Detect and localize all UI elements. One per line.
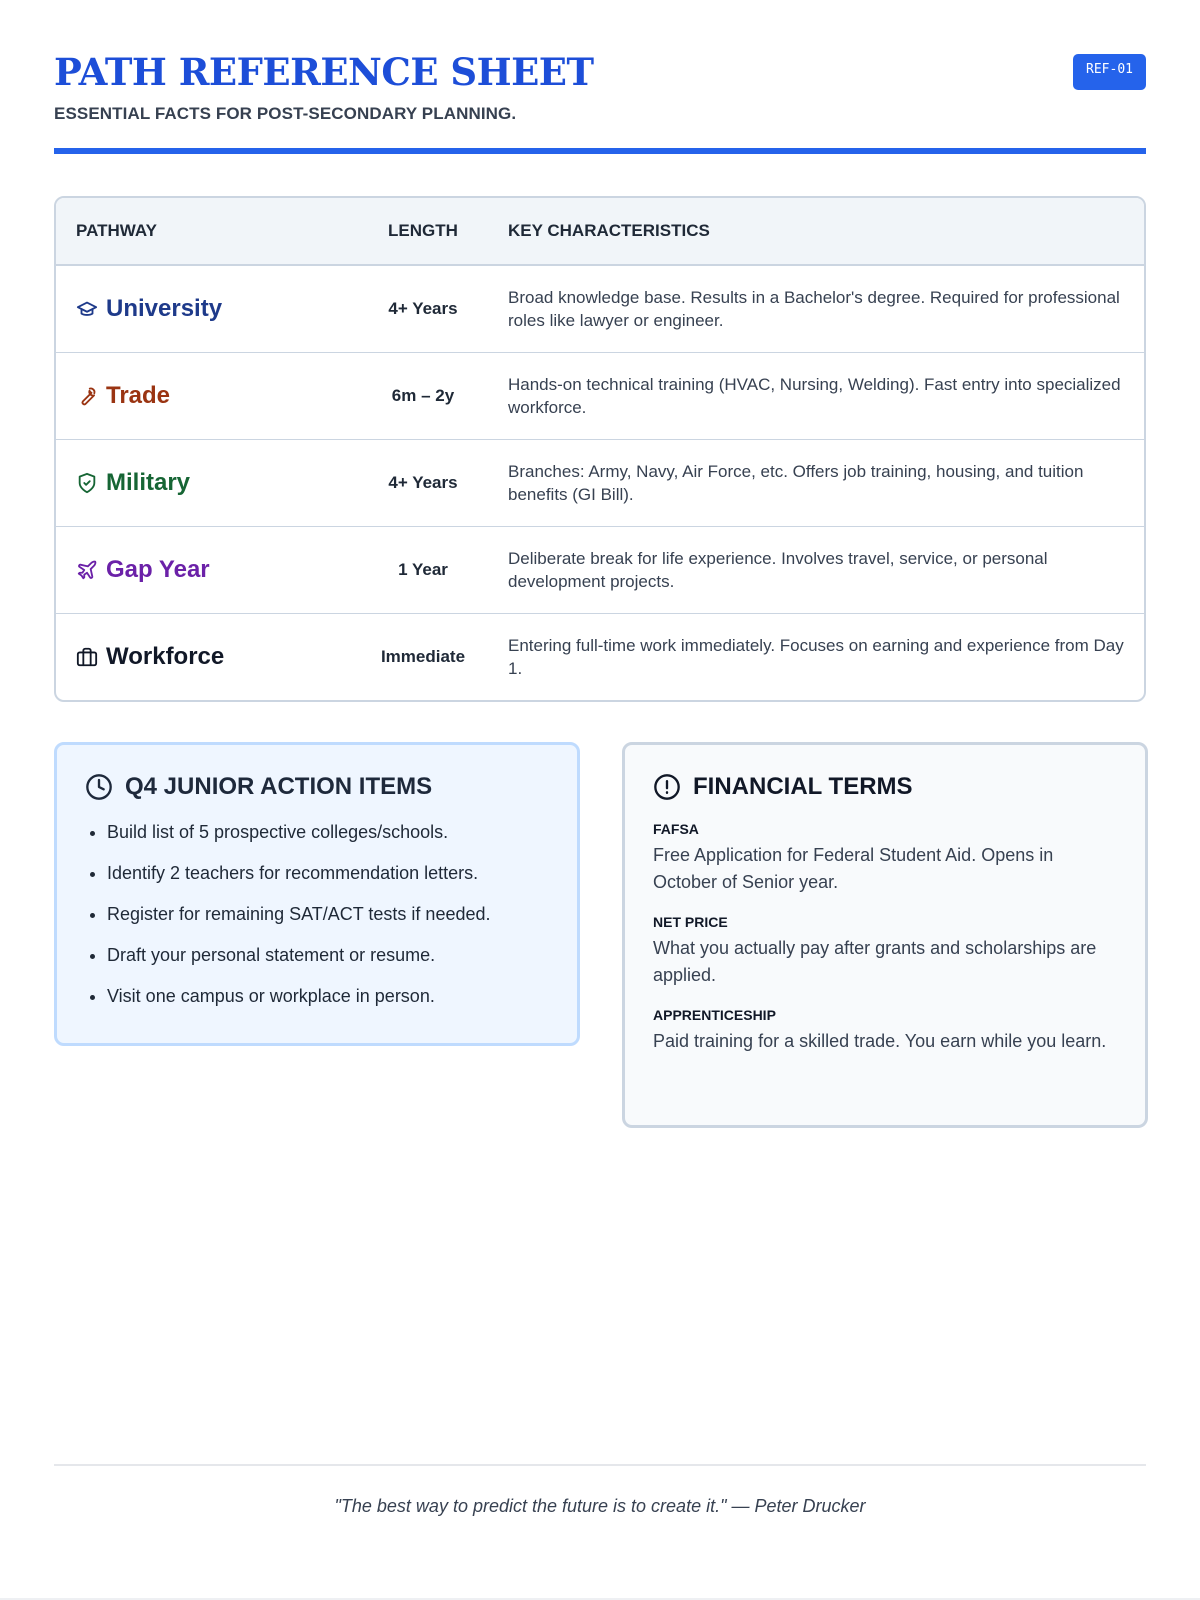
term-fafsa bbox=[653, 821, 1117, 896]
header-length: LENGTH bbox=[358, 198, 488, 265]
pathway-length: 4+ Years bbox=[358, 265, 488, 353]
ref-badge: REF-01 bbox=[1073, 54, 1146, 90]
header-characteristics: KEY CHARACTERISTICS bbox=[488, 198, 1144, 265]
pathway-workforce bbox=[76, 643, 338, 671]
pathway-description: Deliberate break for life experience. Involves travel, service, or personal development projects. bbox=[488, 527, 1144, 614]
pathway-length: 4+ Years bbox=[358, 440, 488, 527]
financial-terms-card bbox=[622, 742, 1148, 1128]
header-divider bbox=[54, 148, 1146, 154]
pathway-trade bbox=[76, 382, 338, 410]
list-item: • Identify 2 teachers for recommendation letters. bbox=[107, 862, 549, 884]
action-items-list bbox=[85, 821, 549, 1007]
header-pathway: PATHWAY bbox=[56, 198, 358, 265]
term-definition: Paid training for a skilled trade. You earn while you learn. bbox=[653, 1031, 1107, 1051]
pathway-length: Immediate bbox=[380, 647, 466, 666]
alert-circle-icon bbox=[653, 773, 681, 801]
list-item: • Visit one campus or workplace in person. bbox=[107, 985, 549, 1007]
action-items-title: Q4 JUNIOR ACTION ITEMS bbox=[125, 773, 433, 800]
term-definition: Free Application for Federal Student Aid. Opens in October of Senior year. bbox=[653, 845, 1054, 892]
table-row bbox=[56, 440, 1144, 527]
action-items-card bbox=[54, 742, 580, 1046]
pathway-length: 6m – 2y bbox=[358, 353, 488, 440]
graduation-cap-icon bbox=[76, 298, 98, 320]
list-item: • Register for remaining SAT/ACT tests if needed. bbox=[107, 903, 549, 925]
footer-quote: "The best way to predict the future is to create it." — Peter Drucker bbox=[334, 1496, 866, 1516]
briefcase-icon bbox=[76, 646, 98, 668]
reference-sheet bbox=[54, 0, 1146, 1516]
financial-terms-title: FINANCIAL TERMS bbox=[693, 773, 913, 800]
page-title: PATH REFERENCE SHEET bbox=[54, 50, 594, 94]
pathway-name: Trade bbox=[106, 382, 171, 409]
plane-icon bbox=[76, 559, 98, 581]
table-row bbox=[56, 353, 1144, 440]
pathway-description: Broad knowledge base. Results in a Bachelor's degree. Required for professional roles like lawyer or engineer. bbox=[488, 265, 1144, 353]
header bbox=[54, 0, 1146, 156]
pathway-description: Branches: Army, Navy, Air Force, etc. Offers job training, housing, and tuition benefits (GI Bill). bbox=[488, 440, 1144, 527]
footer-divider bbox=[54, 1464, 1146, 1466]
term-name: FAFSA bbox=[653, 821, 699, 837]
page-subtitle: ESSENTIAL FACTS FOR POST-SECONDARY PLANNING. bbox=[54, 104, 517, 123]
term-net-price bbox=[653, 914, 1117, 989]
term-definition: What you actually pay after grants and scholarships are applied. bbox=[653, 938, 1097, 985]
pathway-description: Entering full-time work immediately. Focuses on earning and experience from Day 1. bbox=[508, 636, 1124, 678]
wrench-icon bbox=[76, 385, 98, 407]
pathway-name: Military bbox=[106, 469, 191, 496]
pathway-description: Hands-on technical training (HVAC, Nursing, Welding). Fast entry into specialized workforce. bbox=[488, 353, 1144, 440]
term-apprenticeship bbox=[653, 1007, 1117, 1055]
term-name: NET PRICE bbox=[653, 914, 728, 930]
pathway-table bbox=[54, 196, 1146, 702]
pathway-military bbox=[76, 469, 338, 497]
pathway-name: Workforce bbox=[106, 643, 225, 670]
term-name: APPRENTICESHIP bbox=[653, 1007, 776, 1023]
pathway-university bbox=[76, 295, 338, 323]
table-row bbox=[56, 527, 1144, 614]
list-item: • Draft your personal statement or resume. bbox=[107, 944, 549, 966]
table-row bbox=[56, 614, 1144, 701]
table-header-row bbox=[56, 198, 1144, 265]
pathway-length: 1 Year bbox=[358, 527, 488, 614]
clock-icon bbox=[85, 773, 113, 801]
table-row bbox=[56, 265, 1144, 353]
list-item: • Build list of 5 prospective colleges/schools. bbox=[107, 821, 549, 843]
pathway-name: University bbox=[106, 295, 223, 322]
pathway-name: Gap Year bbox=[106, 556, 210, 583]
shield-check-icon bbox=[76, 472, 98, 494]
pathway-gap-year bbox=[76, 556, 338, 584]
